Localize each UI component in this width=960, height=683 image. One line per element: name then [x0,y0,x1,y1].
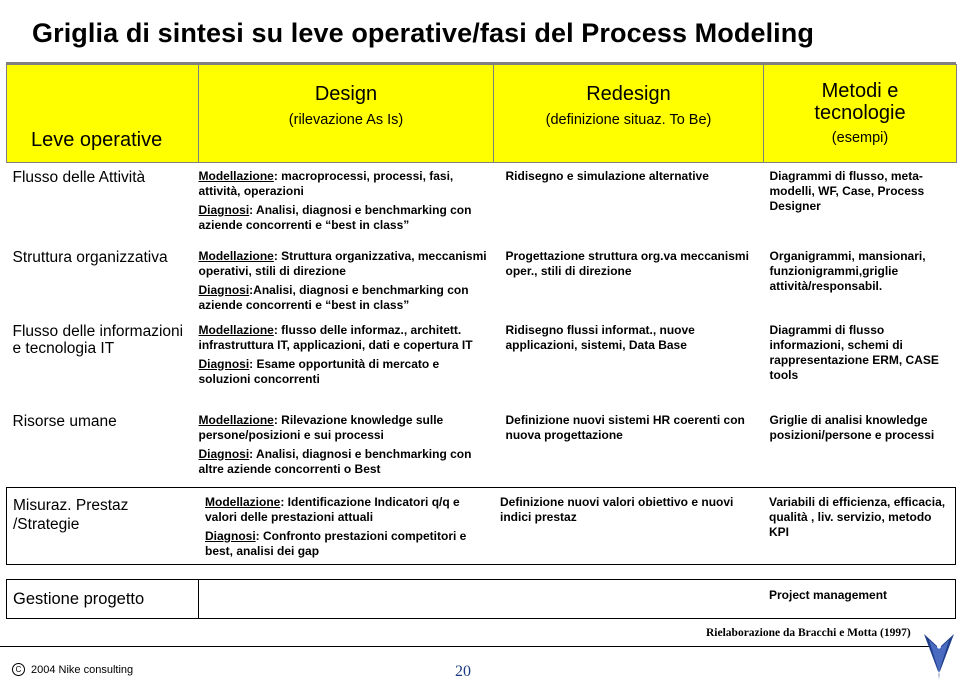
diagnosi-entry: Diagnosi: Analisi, diagnosi e benchmarking con altre aziende concorrenti o Best [198,446,472,476]
row-label: Misuraz. Prestaz /Strategie [13,497,129,533]
modellazione-entry: Modellazione: Identificazione Indicatori q/q e valori delle prestazioni attuali [205,495,460,524]
footer-divider [0,646,935,647]
diagnosi-entry: Diagnosi: Analisi, diagnosi e benchmarking con aziende concorrenti e “best in class” [198,203,472,232]
source-credit: Rielaborazione da Bracchi e Motta (1997) [706,627,911,639]
redesign-cell: Progettazione struttura org.va meccanismi oper., stili di direzione [505,248,749,278]
header-redesign [494,65,764,163]
misurazione-prestazioni-box [6,487,956,565]
metodi-cell: Griglie di analisi knowledge posizioni/persone e processi [769,412,935,442]
modellazione-entry: Modellazione: flusso delle informaz., architett. infrastruttura IT, applicazioni, dati e copertura IT [198,322,473,352]
header-redesign-title: Redesign [586,83,671,105]
metodi-cell: Project management [769,588,888,602]
metodi-cell: Variabili di efficienza, efficacia, qualità , liv. servizio, metodo KPI [769,495,946,539]
design-cell [199,163,494,243]
header-design [199,65,494,163]
metodi-cell: Organigrammi, mansionari, funzionigrammi,griglie attività/responsabil. [769,248,926,293]
copyright-notice [12,663,133,676]
diagnosi-entry: Diagnosi:Analisi, diagnosi e benchmarking con aziende concorrenti e “best in class” [198,282,469,312]
row-label: Struttura organizzativa [12,248,168,266]
design-cell [199,243,494,317]
header-metodi [764,65,957,163]
header-metodi-subtitle: (esempi) [831,130,889,146]
row-label: Risorse umane [12,412,117,430]
modellazione-entry: Modellazione: Struttura organizzativa, meccanismi operativi, stili di direzione [198,248,487,278]
column-divider [198,580,199,618]
design-cell [199,317,494,407]
design-cell [205,495,490,563]
row-label: Flusso delle informazioni e tecnologia IT [12,322,184,357]
synthesis-grid [6,64,957,497]
redesign-cell: Ridisegno flussi informat., nuove applicazioni, sistemi, Data Base [505,322,695,352]
nike-consulting-logo-icon [924,634,954,680]
redesign-cell: Definizione nuovi sistemi HR coerenti con nuova progettazione [505,412,745,442]
row-label: Gestione progetto [13,590,145,608]
row-label: Flusso delle Attività [12,169,146,186]
gestione-progetto-box [6,579,956,619]
copyright-text: 2004 Nike consulting [31,663,134,676]
page-title: Griglia di sintesi su leve operative/fasi del Process Modeling [32,18,814,48]
metodi-cell: Diagrammi di flusso informazioni, schemi di rappresentazione ERM, CASE tools [769,322,939,382]
modellazione-entry: Modellazione: Rilevazione knowledge sulle persone/posizioni e sui processi [198,412,444,442]
redesign-cell: Definizione nuovi valori obiettivo e nuovi indici prestaz [500,495,734,524]
modellazione-entry: Modellazione: macroprocessi, processi, fasi, attività, operazioni [198,169,454,198]
header-metodi-title-2: tecnologie [814,102,906,124]
table-row [7,163,957,243]
header-design-title: Design [314,83,378,105]
design-cell [199,407,494,497]
header-metodi-title-1: Metodi e [821,80,899,102]
page-number: 20 [455,663,471,680]
header-leve-operative: Leve operative [7,65,199,163]
diagnosi-entry: Diagnosi: Esame opportunità di mercato e soluzioni concorrenti [198,356,440,386]
table-row [7,407,957,497]
header-design-subtitle: (rilevazione As Is) [288,112,404,128]
copyright-icon: C [12,663,25,676]
metodi-cell: Diagrammi di flusso, meta-modelli, WF, Case, Process Designer [769,169,925,213]
redesign-cell: Ridisegno e simulazione alternative [505,169,709,183]
table-row [7,243,957,317]
diagnosi-entry: Diagnosi: Confronto prestazioni competitori e best, analisi dei gap [205,529,467,558]
table-row [7,317,957,407]
grid-header-row [7,65,957,163]
header-redesign-subtitle: (definizione situaz. To Be) [545,112,712,128]
